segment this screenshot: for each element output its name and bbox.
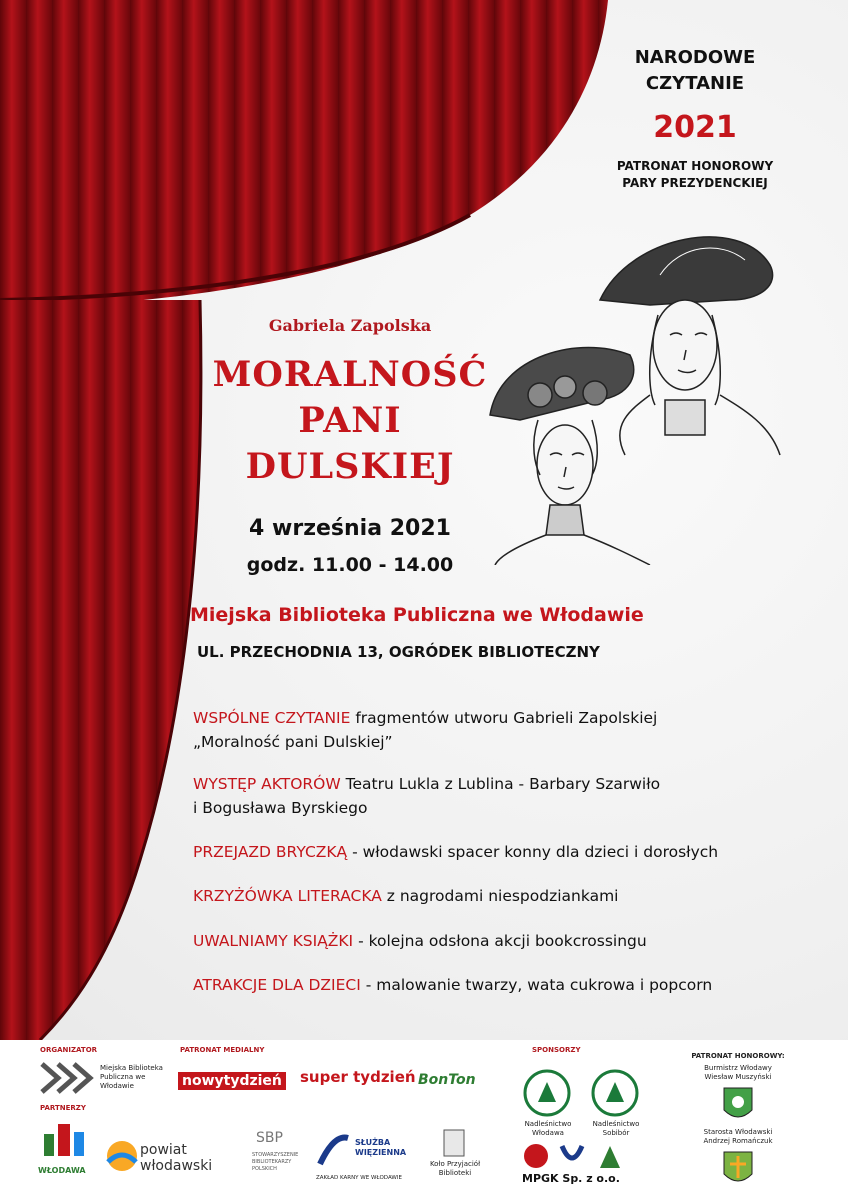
play-title	[190, 352, 510, 490]
ladies-illustration	[480, 205, 790, 565]
town-coat-of-arms-icon	[722, 1086, 754, 1124]
sponsor-name-1: Nadleśnictwo Włodawa	[524, 1120, 572, 1137]
wlodawa-town-logo-icon	[40, 1118, 90, 1162]
forest-logo-icon	[590, 1068, 640, 1118]
event-text: z nagrodami niespodziankami	[381, 887, 619, 905]
honorary-label: PATRONAT HONOROWY:	[691, 1052, 785, 1060]
media-logo-supertydzien: super tydzień	[300, 1068, 416, 1086]
sponsors-label: SPONSORZY	[532, 1046, 581, 1054]
title-line-2: PANI	[298, 400, 402, 441]
partner-3-abbr: SBP	[256, 1130, 283, 1146]
partner-name-5: Koło Przyjaciół Biblioteki	[429, 1160, 481, 1177]
event-item	[193, 840, 833, 864]
play-author: Gabriela Zapolska	[268, 316, 432, 335]
partner-name-4	[355, 1138, 406, 1158]
powiat-logo-icon	[104, 1138, 140, 1174]
venue-name: Miejska Biblioteka Publiczna we Włodawie	[190, 604, 644, 626]
media-logo-nowytydzien: nowytydzień	[178, 1072, 286, 1090]
event-item	[193, 973, 833, 997]
front-lady-drawing	[490, 348, 650, 566]
prison-service-line-2: WIĘZIENNA	[355, 1148, 407, 1157]
event-highlight: WSPÓLNE CZYTANIE	[193, 709, 351, 727]
title-line-1: MORALNOŚĆ	[212, 354, 488, 395]
organizer-name: Miejska Biblioteka Publiczna we Włodawie	[100, 1064, 163, 1090]
forest-logo-icon	[522, 1068, 572, 1118]
organizer-label: ORGANIZATOR	[40, 1046, 98, 1054]
mpgk-logo-icon	[522, 1142, 632, 1170]
event-item	[193, 929, 833, 953]
event-text: - kolejna odsłona akcji bookcrossingu	[353, 932, 647, 950]
partners-label: PARTNERZY	[40, 1104, 86, 1112]
county-coat-of-arms-icon	[722, 1150, 754, 1188]
event-series-title	[600, 45, 790, 97]
sponsor-name-2: Nadleśnictwo Sobibór	[592, 1120, 640, 1137]
honorary-patron-2-title: Starosta Włodawski	[703, 1128, 773, 1136]
honorary-patron-2-name: Andrzej Romańczuk	[703, 1137, 773, 1145]
title-line-3: DULSKIEJ	[245, 446, 455, 487]
honorary-patron-1-name: Wiesław Muszyński	[704, 1073, 772, 1081]
event-text-2: „Moralność pani Dulskiej”	[193, 733, 393, 751]
honorary-patron-2	[688, 1128, 788, 1146]
event-highlight: UWALNIAMY KSIĄŻKI	[193, 932, 354, 950]
event-highlight: ATRAKCJE DLA DZIECI	[193, 976, 361, 994]
series-line-2: CZYTANIE	[645, 73, 745, 94]
venue-address: UL. PRZECHODNIA 13, OGRÓDEK BIBLIOTECZNY	[197, 643, 600, 661]
event-highlight: PRZEJAZD BRYCZKĄ	[193, 843, 348, 861]
library-logo-icon	[38, 1060, 94, 1096]
event-item	[193, 884, 833, 908]
event-text-2: i Bogusława Byrskiego	[193, 799, 368, 817]
media-logo-bonton: BonTon	[418, 1072, 476, 1088]
honorary-patron-1	[688, 1064, 788, 1082]
event-highlight: KRZYŻÓWKA LITERACKA	[193, 887, 382, 905]
back-lady-drawing	[600, 237, 780, 455]
event-text: fragmentów utworu Gabrieli Zapolskiej	[350, 709, 658, 727]
partner-name-3: STOWARZYSZENIE BIBLIOTEKARZY POLSKICH	[252, 1152, 299, 1172]
patronage-line-2: PARY PREZYDENCKIEJ	[622, 176, 768, 190]
event-hours: godz. 11.00 - 14.00	[246, 554, 454, 576]
honorary-patronage	[590, 158, 800, 192]
partner-name-4-sub: ZAKŁAD KARNY WE WŁODAWIE	[316, 1175, 402, 1181]
event-text: - malowanie twarzy, wata cukrowa i popcorn	[360, 976, 713, 994]
event-item	[193, 706, 833, 754]
prison-service-logo-icon	[316, 1134, 352, 1170]
media-label: PATRONAT MEDIALNY	[180, 1046, 265, 1054]
event-highlight: WYSTĘP AKTORÓW	[193, 775, 341, 793]
prison-service-line-1: SŁUŻBA	[355, 1138, 391, 1147]
event-item	[193, 772, 833, 820]
series-year: 2021	[653, 110, 737, 145]
friends-club-logo-icon	[442, 1128, 466, 1158]
honorary-patron-1-title: Burmistrz Włodawy	[704, 1064, 772, 1072]
sponsors-footer	[0, 1040, 848, 1200]
partner-name-1: WŁODAWA	[38, 1166, 86, 1175]
series-line-1: NARODOWE	[634, 47, 756, 68]
event-text: Teatru Lukla z Lublina - Barbary Szarwiło	[340, 775, 661, 793]
event-text: - włodawski spacer konny dla dzieci i dorosłych	[347, 843, 719, 861]
patronage-line-1: PATRONAT HONOROWY	[616, 159, 774, 173]
partner-name-2: powiat włodawski	[140, 1142, 213, 1174]
event-date: 4 września 2021	[249, 516, 451, 541]
sponsor-name-3: MPGK Sp. z o.o.	[522, 1172, 620, 1185]
